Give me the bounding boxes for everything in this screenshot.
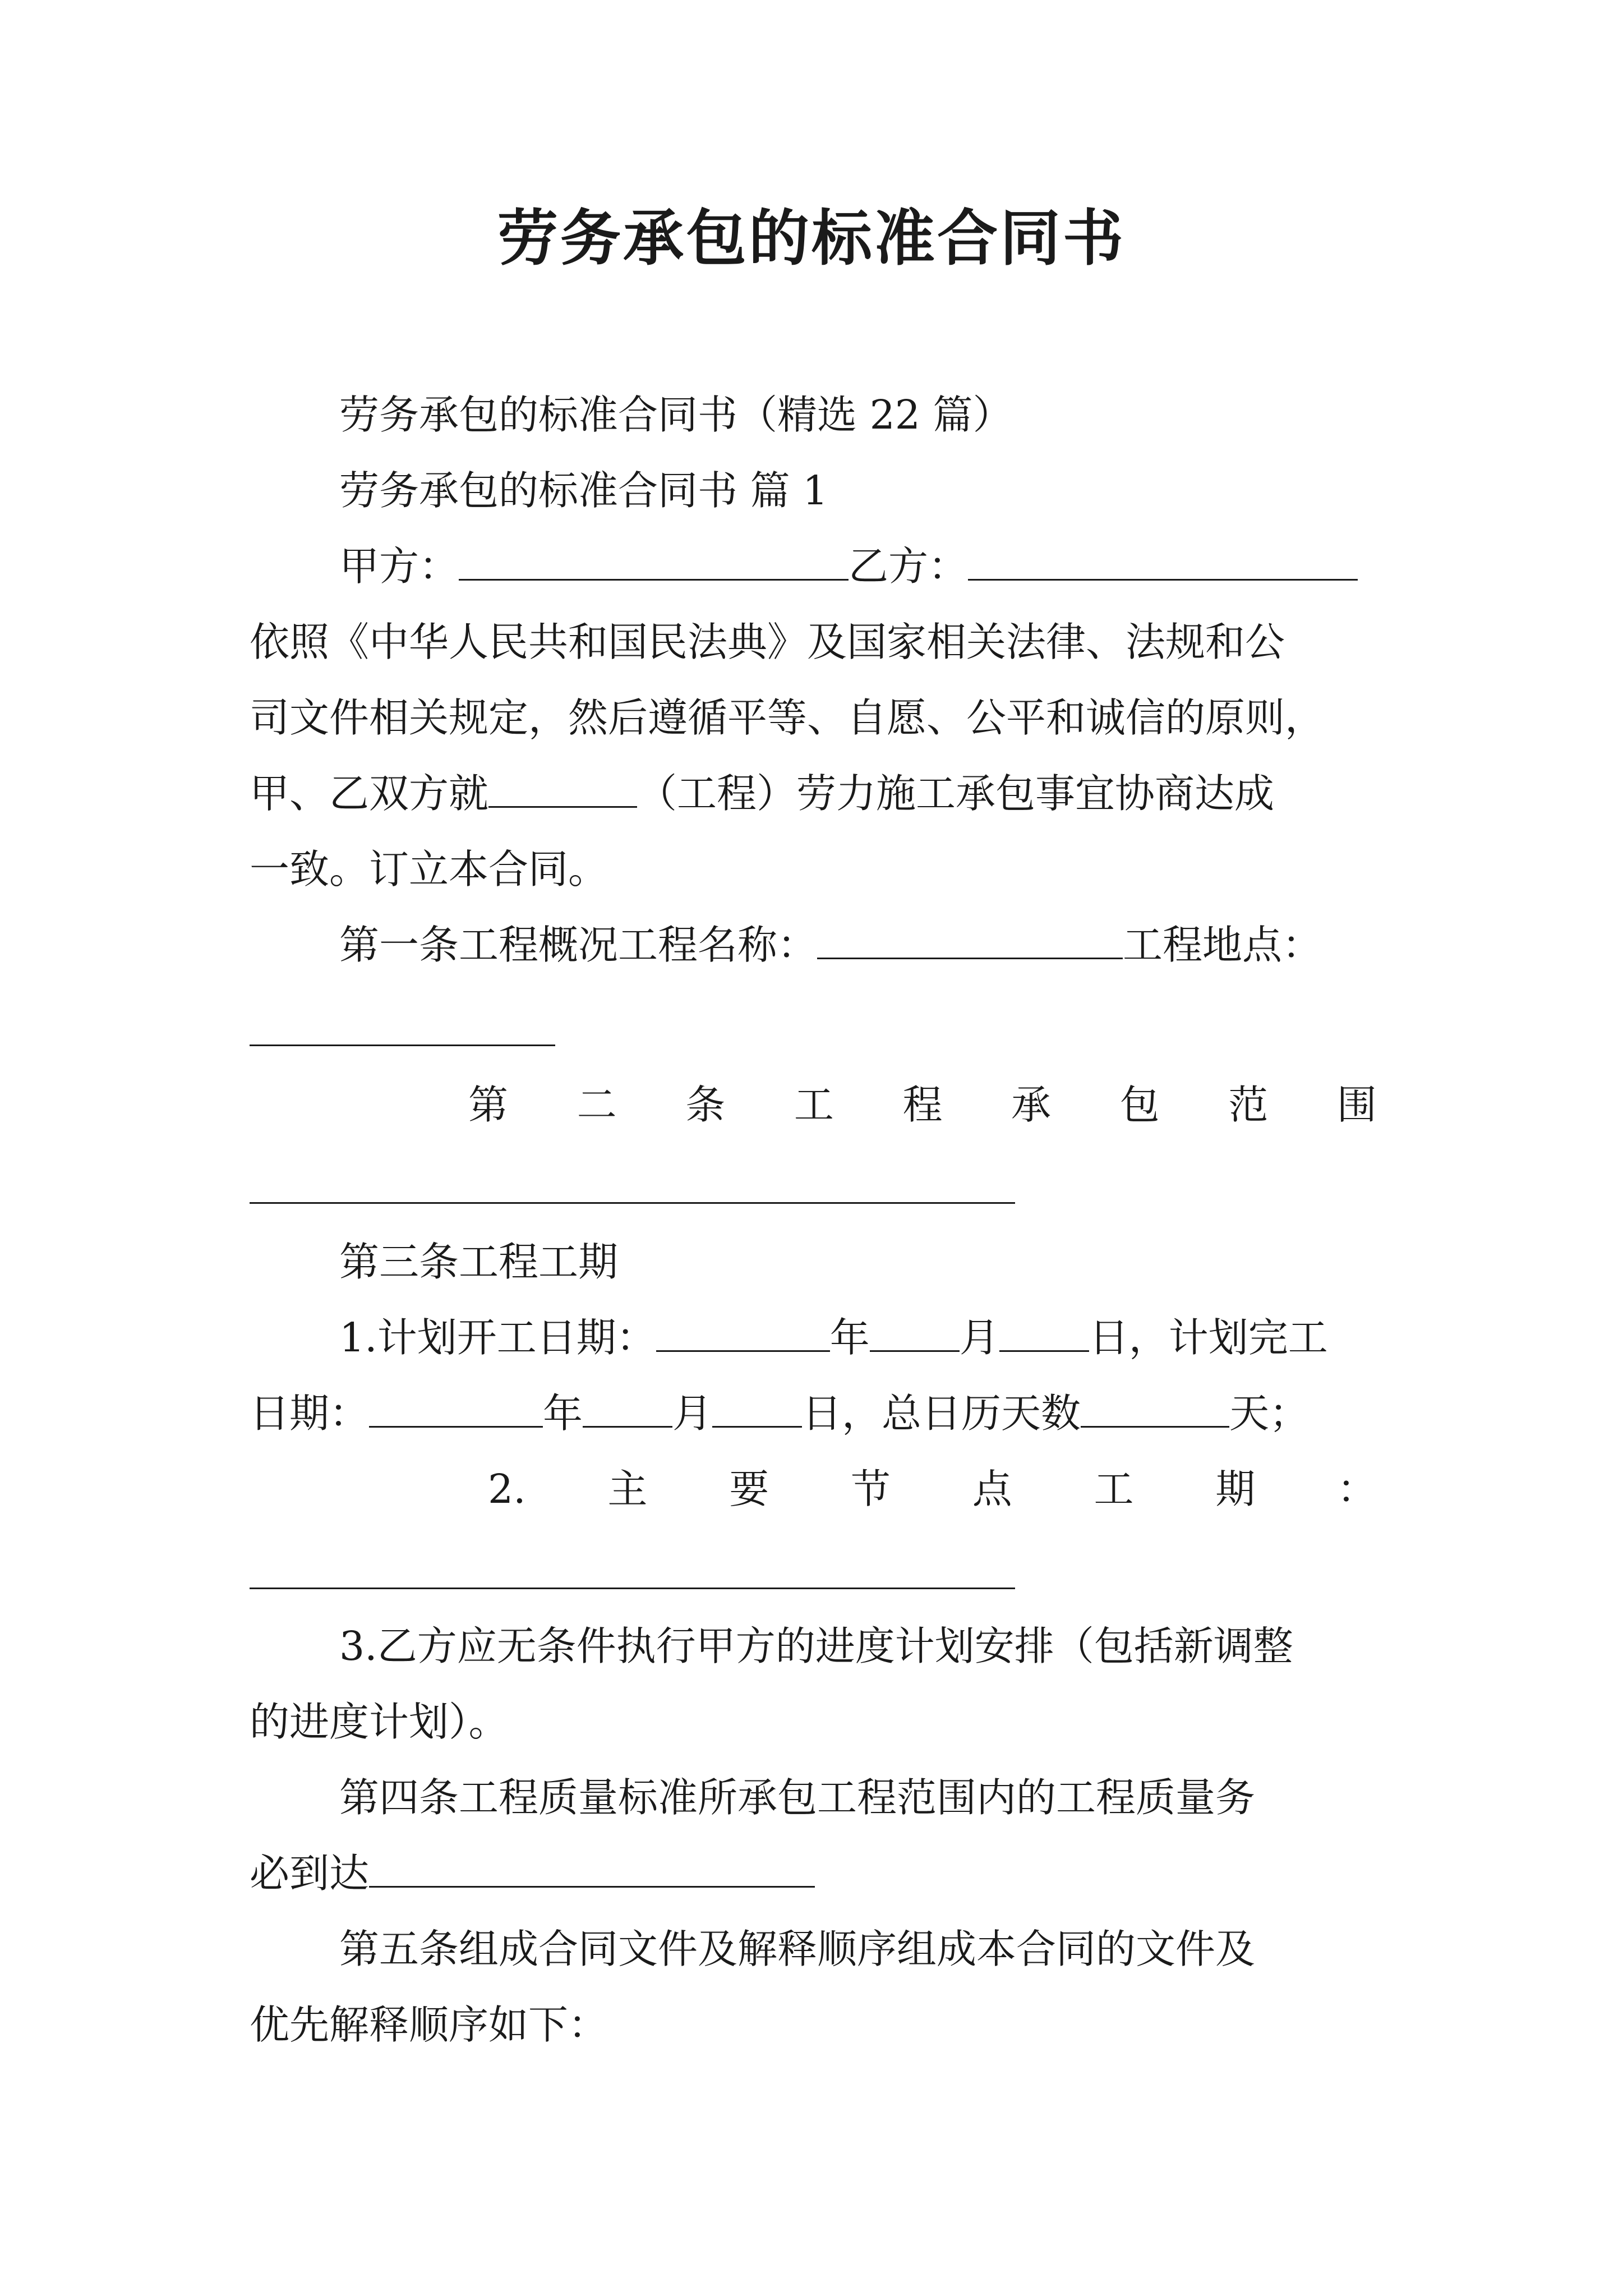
article-2-char: 条 xyxy=(685,1082,726,1128)
start-month-blank xyxy=(870,1310,960,1352)
parties-line xyxy=(339,539,1377,595)
article-2-char: 第 xyxy=(468,1082,509,1128)
article-3-item-2 xyxy=(488,1461,1377,1517)
article-3-item-3: 3.乙方应无条件执行甲方的进度计划安排（包括新调整 xyxy=(339,1623,1293,1669)
project-blank xyxy=(488,766,637,808)
project-name-blank xyxy=(817,917,1123,959)
preamble-line-2: 司文件相关规定，然后遵循平等、自愿、公平和诚信的原则， xyxy=(250,694,1325,741)
month-label: 月 xyxy=(959,1314,999,1361)
item-2-char: 节 xyxy=(850,1466,891,1512)
preamble-line-1: 依照《中华人民共和国民法典》及国家相关法律、法规和公 xyxy=(250,619,1285,665)
article-4-label: 必到达 xyxy=(250,1850,370,1897)
party-b-blank xyxy=(968,539,1358,581)
article-3-item-1 xyxy=(339,1310,1377,1366)
quality-standard-blank xyxy=(369,1846,815,1888)
days-unit: 天； xyxy=(1229,1390,1310,1437)
preamble-3-start: 甲、乙双方就 xyxy=(250,770,489,817)
preamble-line-4: 一致。订立本合同。 xyxy=(250,846,608,892)
item-2-char: 2. xyxy=(488,1466,526,1512)
total-days-label: 日，总日历天数 xyxy=(802,1390,1081,1437)
article-2-char: 包 xyxy=(1119,1082,1160,1128)
start-date-label: 1.计划开工日期： xyxy=(339,1314,656,1361)
item-2-char: 工 xyxy=(1094,1466,1134,1512)
article-5: 第五条组成合同文件及解释顺序组成本合同的文件及 xyxy=(339,1926,1256,1972)
date-label: 日期： xyxy=(250,1390,370,1437)
article-1 xyxy=(339,917,1377,973)
article-2-char: 程 xyxy=(902,1082,943,1128)
end-date-label: 日，计划完工 xyxy=(1089,1314,1328,1361)
end-day-blank xyxy=(712,1386,802,1428)
article-2-char: 二 xyxy=(577,1082,617,1128)
start-day-blank xyxy=(999,1310,1089,1352)
article-5-cont: 优先解释顺序如下： xyxy=(250,2001,608,2048)
article-1-start: 第一条工程概况工程名称： xyxy=(339,922,818,968)
article-3-heading: 第三条工程工期 xyxy=(339,1239,619,1285)
article-3-item-1-cont xyxy=(250,1386,1377,1442)
article-3-item-3-cont: 的进度计划）。 xyxy=(250,1699,509,1745)
end-year-blank xyxy=(369,1386,543,1428)
start-year-blank xyxy=(656,1310,830,1352)
scope-blank xyxy=(250,1202,1015,1204)
party-b-label: 乙方： xyxy=(849,543,969,590)
article-2-heading xyxy=(468,1077,1377,1133)
article-2-char: 承 xyxy=(1011,1082,1052,1128)
document-subtitle: 劳务承包的标准合同书（精选 22 篇） xyxy=(339,392,1013,438)
document-title: 劳务承包的标准合同书 xyxy=(497,203,1126,274)
end-month-blank xyxy=(583,1386,672,1428)
article-4-cont xyxy=(250,1846,1377,1902)
project-location-blank xyxy=(250,1045,555,1046)
article-4: 第四条工程质量标准所承包工程范围内的工程质量务 xyxy=(339,1774,1256,1821)
preamble-line-3 xyxy=(250,766,1377,822)
year-label: 年 xyxy=(829,1314,870,1361)
year-label: 年 xyxy=(543,1390,583,1437)
item-2-char: 主 xyxy=(607,1466,648,1512)
article-2-char: 围 xyxy=(1336,1082,1377,1128)
item-2-char: 点 xyxy=(972,1466,1012,1512)
milestones-blank xyxy=(250,1588,1015,1589)
article-1-end: 工程地点： xyxy=(1123,922,1322,968)
total-days-blank xyxy=(1081,1386,1229,1428)
article-2-char: 工 xyxy=(794,1082,834,1128)
item-2-char: ： xyxy=(1336,1466,1377,1512)
preamble-3-end: （工程）劳力施工承包事宜协商达成 xyxy=(637,770,1275,817)
party-a-blank xyxy=(459,539,849,581)
item-2-char: 要 xyxy=(729,1466,769,1512)
item-2-char: 期 xyxy=(1215,1466,1256,1512)
article-2-char: 范 xyxy=(1228,1082,1269,1128)
party-a-label: 甲方： xyxy=(339,543,459,590)
month-label: 月 xyxy=(672,1390,713,1437)
section-heading: 劳务承包的标准合同书 篇 1 xyxy=(339,467,828,514)
